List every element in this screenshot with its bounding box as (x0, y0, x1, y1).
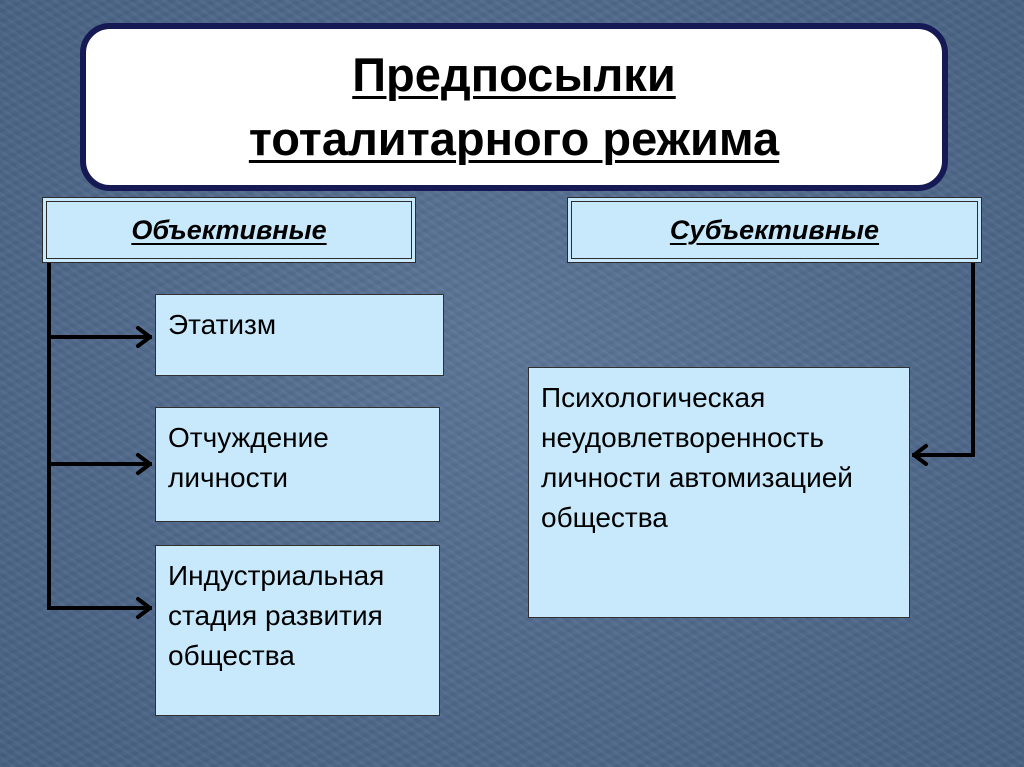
objective-item-label: Отчуждение личности (168, 422, 329, 493)
subjective-item-label: Психологическая неудовлетворенность личности автомизацией общества (541, 382, 853, 533)
title-box (80, 23, 948, 191)
objective-item-label: Индустриальная стадия развития общества (168, 560, 385, 671)
arrowhead-objective-3 (138, 599, 150, 617)
objective-item-alienation (155, 407, 440, 522)
category-subjective (567, 197, 982, 263)
arrowhead-subjective (914, 446, 926, 464)
objective-item-etatism (155, 294, 444, 376)
title-line-1: Предпосылки (352, 48, 676, 101)
category-objective-label: Объективные (131, 214, 327, 245)
subjective-item-psychological (528, 367, 910, 618)
title-line-2: тоталитарного режима (248, 112, 780, 165)
arrowhead-objective-1 (138, 328, 150, 346)
arrowhead-objective-2 (138, 455, 150, 473)
diagram-title (249, 43, 779, 171)
objective-item-label: Этатизм (168, 309, 277, 340)
category-objective (42, 197, 416, 263)
category-subjective-label: Субъективные (669, 214, 880, 245)
objective-item-industrial-stage (155, 545, 440, 716)
